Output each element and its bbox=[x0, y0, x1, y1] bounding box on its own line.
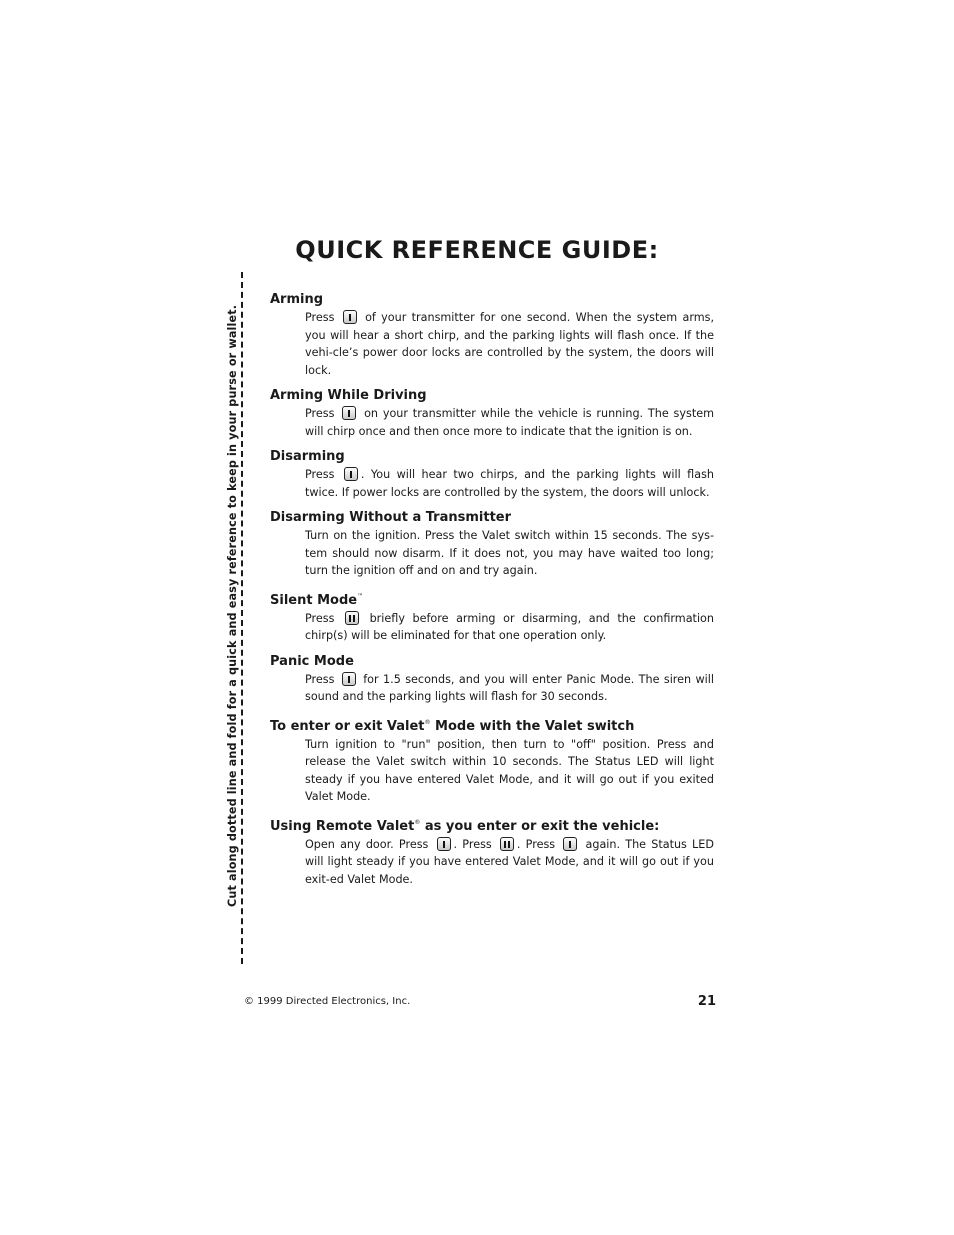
registered-mark: ® bbox=[424, 718, 431, 726]
section-body bbox=[270, 466, 714, 501]
section-silent-mode bbox=[270, 587, 714, 645]
section-heading: Panic Mode bbox=[270, 653, 354, 669]
section-disarming bbox=[270, 447, 714, 501]
heading-text: Silent Mode bbox=[270, 592, 358, 608]
body-text: on your transmitter while the vehicle is running. The system will chirp once and then once more to indicate that the ignition is on. bbox=[305, 407, 715, 438]
body-text: Press bbox=[305, 468, 341, 481]
transmitter-button-one-bar-icon bbox=[342, 406, 356, 420]
section-panic-mode bbox=[270, 652, 714, 706]
heading-text: Using Remote Valet bbox=[270, 818, 415, 834]
section-body: Turn on the ignition. Press the Valet switch within 15 seconds. The sys-tem should now disarm. If it does not, you may have waited too long; turn the ignition off and on and try again. bbox=[305, 529, 714, 577]
body-text: briefly before arming or disarming, and the confirmation chirp(s) will be eliminated for that one operation only. bbox=[305, 611, 714, 642]
body-text: of your transmitter for one second. When the system arms, you will hear a short chirp, and the parking lights will flash once. If the vehi-cle’s power door locks are controlled by the system, the doors will lock. bbox=[305, 311, 715, 377]
section-heading bbox=[270, 713, 714, 736]
heading-text: To enter or exit Valet bbox=[270, 718, 425, 734]
transmitter-button-one-bar-icon bbox=[342, 672, 356, 686]
section-body bbox=[270, 405, 714, 440]
section-heading: Arming bbox=[270, 292, 324, 307]
heading-text: Mode with the Valet switch bbox=[430, 718, 635, 734]
transmitter-button-two-bar-icon bbox=[345, 611, 359, 625]
page-title: QUICK REFERENCE GUIDE: bbox=[295, 236, 659, 264]
page-number: 21 bbox=[697, 994, 716, 1009]
section-heading bbox=[270, 587, 714, 610]
body-text: Open any door. Press bbox=[305, 837, 434, 851]
transmitter-button-one-bar-icon bbox=[437, 837, 451, 851]
body-text: Press bbox=[305, 611, 343, 625]
body-text: . Press bbox=[516, 837, 561, 851]
heading-text: as you enter or exit the vehicle: bbox=[420, 818, 660, 834]
copyright-notice: © 1999 Directed Electronics, Inc. bbox=[244, 996, 411, 1007]
transmitter-button-one-bar-icon bbox=[563, 837, 577, 851]
section-body: Turn ignition to "run" position, then turn to "off" position. Press and release the Valet switch within 10 seconds. The Status LED will light steady if you have entered Valet Mode, and it will go out if you exited Valet Mode. bbox=[305, 737, 714, 803]
section-valet-switch bbox=[270, 713, 714, 806]
body-text: . Press bbox=[453, 837, 497, 851]
section-heading: Arming While Driving bbox=[270, 388, 427, 403]
section-arming-while-driving bbox=[270, 386, 714, 440]
body-text: Press bbox=[305, 311, 340, 324]
section-body bbox=[270, 671, 714, 706]
section-arming bbox=[270, 290, 714, 379]
section-body bbox=[270, 836, 714, 889]
section-body bbox=[270, 309, 714, 379]
body-text: for 1.5 seconds, and you will enter Panic Mode. The siren will sound and the parking lights will flash for 30 seconds. bbox=[305, 672, 714, 703]
transmitter-button-one-bar-icon bbox=[343, 310, 357, 324]
transmitter-button-one-bar-icon bbox=[344, 467, 358, 481]
body-text: again. The Status LED will light steady if you have entered Valet Mode, and it will go out if you exit-ed Valet Mode. bbox=[305, 837, 714, 886]
section-heading: Disarming bbox=[270, 449, 345, 464]
body-text: . You will hear two chirps, and the parking lights will flash twice. If power locks are controlled by the system, the doors will unlock. bbox=[305, 468, 714, 499]
body-text: Press bbox=[305, 672, 339, 686]
guide-content bbox=[270, 290, 714, 888]
trademark-mark: ™ bbox=[357, 592, 364, 600]
cut-dotted-line bbox=[241, 272, 243, 964]
section-disarming-without-transmitter bbox=[270, 508, 714, 580]
section-body bbox=[270, 610, 714, 645]
cut-instruction-text: Cut along dotted line and fold for a quick and easy reference to keep in your purse or wallet. bbox=[226, 304, 239, 907]
body-text: Press bbox=[305, 407, 340, 420]
section-remote-valet bbox=[270, 813, 714, 889]
registered-mark: ® bbox=[414, 818, 421, 826]
section-heading: Disarming Without a Transmitter bbox=[270, 510, 512, 525]
section-heading bbox=[270, 813, 714, 836]
transmitter-button-two-bar-icon bbox=[500, 837, 514, 851]
